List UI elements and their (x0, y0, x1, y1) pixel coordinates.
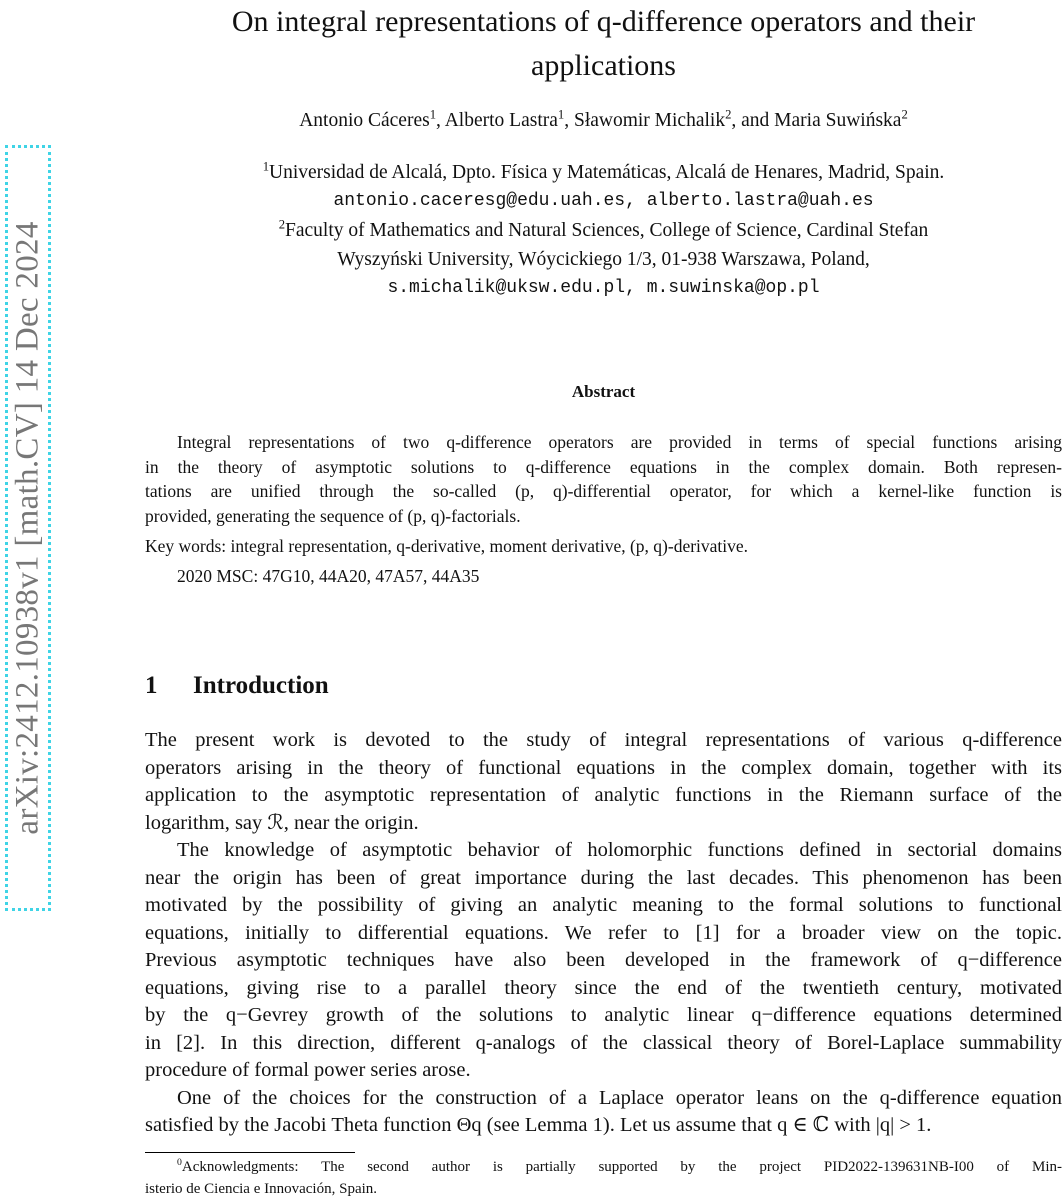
abstract-line: provided, generating the sequence of (p, q)-factorials. (145, 505, 521, 526)
affiliation-2-line2: Wyszyński University, Wóycickiego 1/3, 01-938 Warszawa, Poland, (337, 249, 870, 270)
abstract-line: Integral representations of two q-difference operators are provided in terms of special functions arising (177, 432, 1062, 452)
paragraph (145, 837, 1062, 1085)
abstract-line: tations are unified through the so-called (p, q)-differential operator, for which a kernel-like function is (145, 481, 1062, 501)
affiliation-1 (145, 158, 1062, 187)
affiliation-mark: 1 (429, 107, 437, 122)
title-line: applications (531, 49, 676, 82)
affiliation-2 (145, 216, 1062, 245)
msc-codes: 2020 MSC: 47G10, 44A20, 47A57, 44A35 (177, 566, 480, 586)
title-line: On integral representations of q-difference operators and their (231, 5, 976, 38)
affiliation-mark: 2 (725, 107, 732, 122)
footnote-marker: 0 (177, 1157, 182, 1168)
abstract-heading: Abstract (571, 382, 636, 401)
author-list (145, 107, 1062, 132)
footnote-rule (145, 1152, 355, 1153)
paper-title (145, 0, 1062, 88)
paragraph-line: One of the choices for the construction of a Laplace operator leans on the q-difference equation (177, 1086, 1062, 1109)
affiliation-mark: 2 (901, 107, 908, 122)
paragraph-line: by the q−Gevrey growth of the solutions to analytic linear q−difference equations determined (145, 1004, 1062, 1026)
affiliation-mark: 1 (557, 107, 565, 122)
paragraph-line: application to the asymptotic representation of analytic functions in the Riemann surface of the (145, 784, 1062, 806)
arxiv-id[interactable]: arXiv:2412.10938v1 [math.CV] 14 Dec 2024 (9, 221, 46, 835)
footnote-text: isterio de Ciencia e Innovación, Spain. (145, 1181, 378, 1197)
footnote (145, 1156, 1062, 1200)
paragraph-line: satisfied by the Jacobi Theta function Θq (see Lemma 1). Let us assume that q ∈ ℂ with |q| > 1. (145, 1114, 932, 1136)
paragraph-line: procedure of formal power series arose. (145, 1059, 471, 1081)
affiliation-text: Faculty of Mathematics and Natural Sciences, College of Science, Cardinal Stefan (285, 220, 929, 241)
section-number: 1 (145, 672, 158, 699)
paragraph (145, 1085, 1062, 1140)
paragraph-line: The knowledge of asymptotic behavior of holomorphic functions defined in sectorial domains (177, 839, 1062, 861)
paragraph-line: Previous asymptotic techniques have also been developed in the framework of q−difference (145, 949, 1062, 971)
abstract-line: in the theory of asymptotic solutions to q-difference equations in the complex domain. Both represen- (145, 456, 1062, 477)
introduction-body (145, 727, 1062, 1140)
paragraph-line: equations, initially to differential equations. We refer to [1] for a broader view on the topic. (145, 921, 1062, 944)
author: , Alberto Lastra (436, 110, 558, 131)
affiliation-text: Universidad de Alcalá, Dpto. Física y Matemáticas, Alcalá de Henares, Madrid, Spain. (269, 162, 945, 183)
paragraph-line: The present work is devoted to the study of integral representations of various q-difference (145, 729, 1062, 751)
footnote-text: Acknowledgments: The second author is partially supported by the project PID2022-139631NB-I00 of Min- (181, 1159, 1062, 1175)
paragraph-line: in [2]. In this direction, different q-analogs of the classical theory of Borel-Laplace summability (145, 1031, 1062, 1054)
paragraph-line: motivated by the possibility of giving an analytic meaning to the formal solutions to functional (145, 894, 1062, 916)
paragraph (145, 727, 1062, 837)
paragraph-line: equations, giving rise to a parallel theory since the end of the twentieth century, motivated (145, 976, 1062, 999)
section-title: Introduction (193, 672, 329, 699)
paragraph-line: operators arising in the theory of functional equations in the complex domain, together with its (145, 756, 1062, 779)
affiliation-mark: 1 (262, 159, 270, 174)
affiliation-mark: 2 (278, 217, 286, 232)
author: , and Maria Suwińska (731, 110, 902, 131)
arxiv-stamp (5, 145, 51, 911)
affiliations (145, 158, 1062, 303)
section-heading (145, 672, 329, 700)
affiliation-2-emails[interactable]: s.michalik@uksw.edu.pl, m.suwinska@op.pl (387, 278, 820, 298)
paragraph-line: logarithm, say ℛ, near the origin. (145, 811, 419, 834)
author: Antonio Cáceres (299, 110, 430, 131)
author: , Sławomir Michalik (564, 110, 726, 131)
keywords: Key words: integral representation, q-derivative, moment derivative, (p, q)-derivative. (145, 536, 749, 556)
affiliation-1-emails[interactable]: antonio.caceresg@edu.uah.es, alberto.lastra@uah.es (333, 191, 874, 211)
paragraph-line: near the origin has been of great importance during the last decades. This phenomenon has been (145, 866, 1062, 889)
abstract-body (145, 430, 1062, 528)
